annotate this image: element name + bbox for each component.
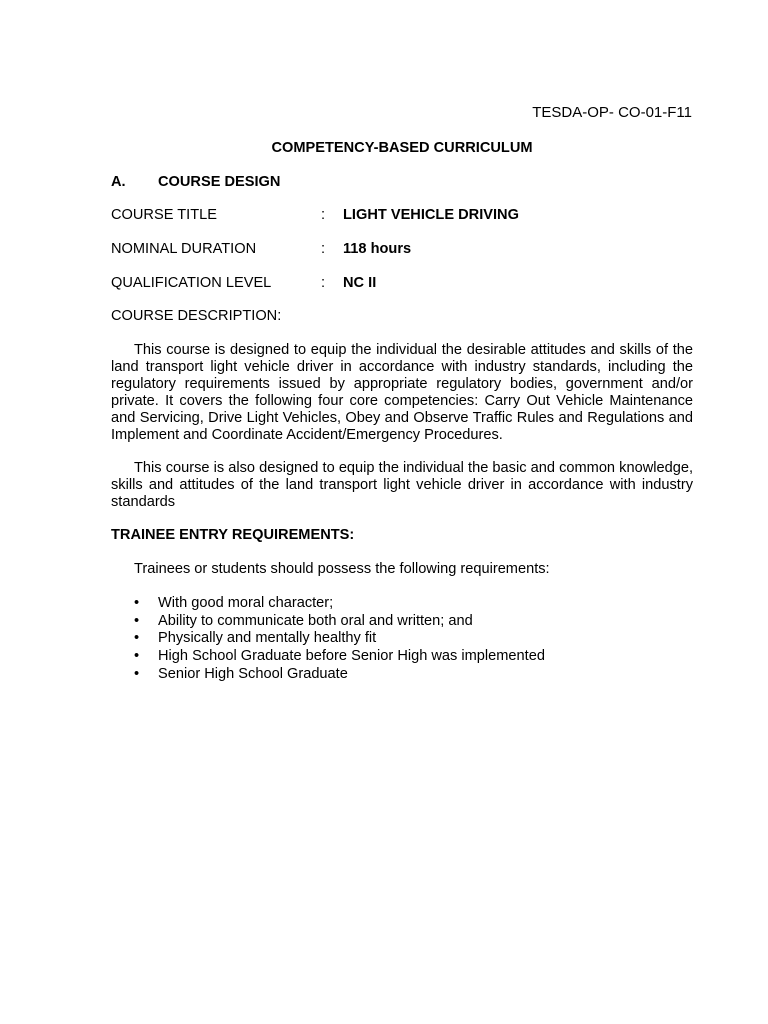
- field-colon: :: [321, 275, 326, 291]
- section-title: COURSE DESIGN: [158, 174, 281, 190]
- list-item: [134, 630, 545, 648]
- list-item: [134, 595, 545, 613]
- trainee-requirements-intro: Trainees or students should possess the following requirements:: [134, 561, 550, 577]
- course-description-paragraph: This course is designed to equip the individual the desirable attitudes and skills of the land transport light vehicle driver in accordance with industry standards, including the regulatory requirements issued by appropriate regulatory bodies, government and/or private. It covers the following four core competencies: Carry Out Vehicle Maintenance and Servicing, Drive Light Vehicles, Obey and Observe Traffic Rules and Regulations and Implement and Coordinate Accident/Emergency Procedures.: [111, 342, 693, 443]
- list-item-text: High School Graduate before Senior High was implemented: [158, 648, 545, 665]
- field-label: COURSE TITLE: [111, 207, 217, 223]
- course-description-paragraph: This course is also designed to equip the individual the basic and common knowledge, skills and attitudes of the land transport light vehicle driver in accordance with industry standards: [111, 460, 693, 510]
- field-value: NC II: [343, 275, 377, 291]
- list-item-text: Ability to communicate both oral and written; and: [158, 612, 473, 629]
- section-heading: [111, 174, 280, 191]
- requirements-list: [134, 595, 545, 683]
- bullet-icon: •: [134, 648, 140, 665]
- list-item: [134, 613, 545, 631]
- field-colon: :: [321, 241, 326, 257]
- trainee-requirements-heading: TRAINEE ENTRY REQUIREMENTS:: [111, 527, 355, 543]
- field-label: NOMINAL DURATION: [111, 241, 257, 257]
- course-description-label: COURSE DESCRIPTION:: [111, 308, 282, 324]
- list-item: [134, 648, 545, 666]
- field-value: 118 hours: [343, 241, 412, 257]
- list-item-text: With good moral character;: [158, 595, 334, 611]
- list-item-text: Physically and mentally healthy fit: [158, 630, 377, 647]
- bullet-icon: •: [134, 595, 140, 611]
- bullet-icon: •: [134, 612, 140, 629]
- list-item: [134, 666, 545, 684]
- document-code: TESDA-OP- CO-01-F11: [532, 104, 692, 121]
- list-item-text: Senior High School Graduate: [158, 665, 348, 682]
- document-title: COMPETENCY-BASED CURRICULUM: [271, 140, 533, 156]
- field-colon: :: [321, 207, 326, 223]
- bullet-icon: •: [134, 665, 140, 682]
- bullet-icon: •: [134, 630, 140, 647]
- field-value: LIGHT VEHICLE DRIVING: [343, 207, 519, 223]
- field-label: QUALIFICATION LEVEL: [111, 275, 272, 291]
- section-letter: A.: [111, 174, 126, 190]
